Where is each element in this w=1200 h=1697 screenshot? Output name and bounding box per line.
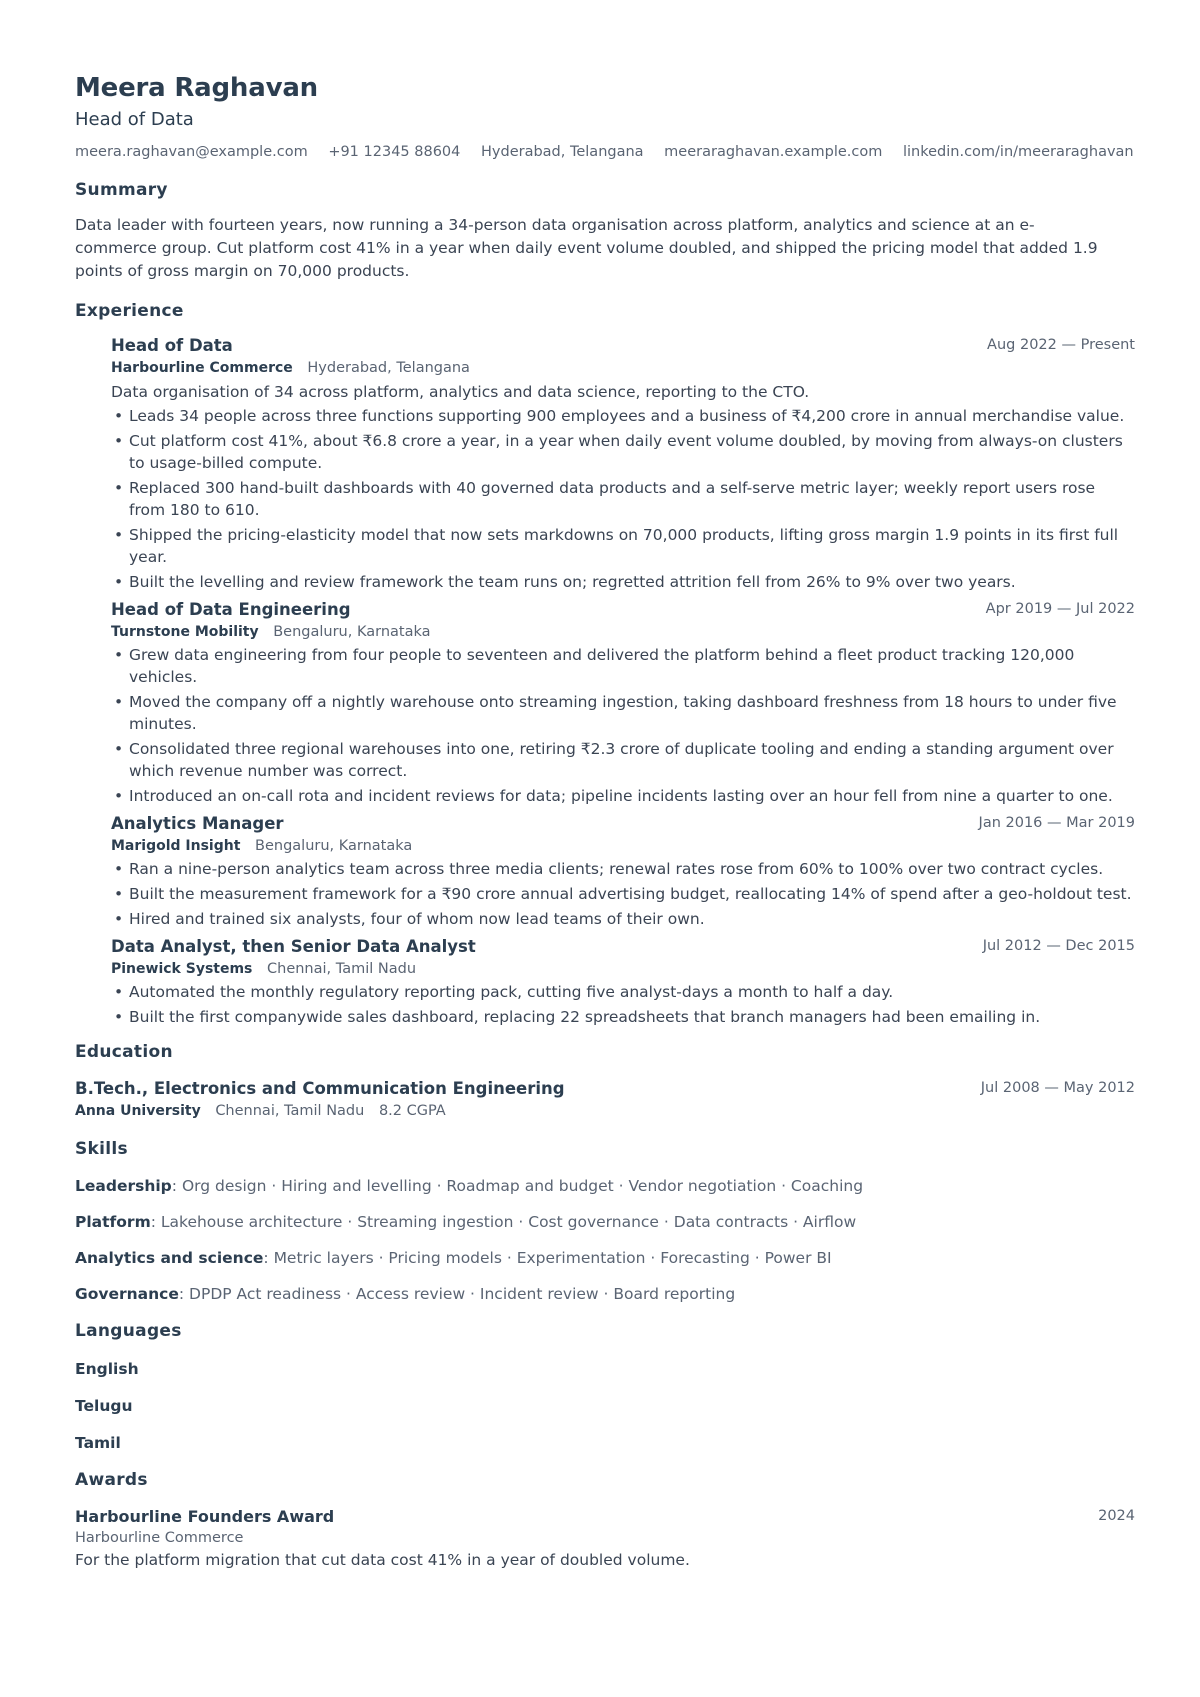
bullet-item: • Introduced an on-call rota and incident reviews for data; pipeline incidents lasting over an hour fell from nine a quarter to one. xyxy=(114,787,1113,805)
job-entry xyxy=(111,335,1135,593)
awards-heading: Awards xyxy=(75,1470,148,1490)
education-location: Chennai, Tamil Nadu xyxy=(215,1103,365,1119)
bullet-item: • Built the measurement framework for a ₹90 crore annual advertising budget, reallocating 14% of spend after a geo-holdout test. xyxy=(114,885,1132,903)
award-organisation: Harbourline Commerce xyxy=(75,1530,244,1546)
award-name: Harbourline Founders Award xyxy=(75,1507,335,1526)
skill-category: Leadership xyxy=(75,1177,172,1195)
job-dates: Aug 2022 — Present xyxy=(987,337,1135,353)
job-entry xyxy=(111,599,1135,807)
education-dates: Jul 2008 — May 2012 xyxy=(980,1080,1135,1096)
bullet-item: • Cut platform cost 41%, about ₹6.8 crore a year, in a year when daily event volume doubled, by moving from always-on clusters to usage-billed compute. xyxy=(114,432,1123,472)
bullet-item: • Grew data engineering from four people to seventeen and delivered the platform behind a fleet product tracking 120,000 vehicles. xyxy=(114,646,1075,686)
bullet-dot-icon: • xyxy=(114,885,124,903)
contact-website[interactable]: meeraraghavan.example.com xyxy=(664,144,883,160)
job-company: Turnstone Mobility xyxy=(111,624,259,640)
bullet-dot-icon: • xyxy=(114,646,124,664)
summary-text: Data leader with fourteen years, now running a 34-person data organisation across platform, analytics and science at an e-commerce group. Cut platform cost 41% in a year when daily event volume doubled, and shipped the pricing model that added 1.9 points of gross margin on 70,000 products. xyxy=(75,216,1098,280)
bullet-item: • Automated the monthly regulatory reporting pack, cutting five analyst-days a month to half a day. xyxy=(114,983,894,1001)
job-title: Head of Data Engineering xyxy=(111,600,351,619)
bullet-dot-icon: • xyxy=(114,693,124,711)
bullet-item: • Ran a nine-person analytics team across three media clients; renewal rates rose from 60% to 100% over two contract cycles. xyxy=(114,860,1104,878)
job-dates: Jul 2012 — Dec 2015 xyxy=(982,938,1135,954)
job-bullets xyxy=(111,858,1135,930)
bullet-item: • Hired and trained six analysts, four of whom now lead teams of their own. xyxy=(114,910,705,928)
bullet-item: • Leads 34 people across three functions supporting 900 employees and a business of ₹4,200 crore in annual merchandise value. xyxy=(114,407,1125,425)
skill-row: Leadership: Org design · Hiring and levelling · Roadmap and budget · Vendor negotiation · Coaching xyxy=(75,1177,864,1195)
contact-phone: +91 12345 88604 xyxy=(328,144,461,160)
job-company: Harbourline Commerce xyxy=(111,360,293,376)
job-dates: Jan 2016 — Mar 2019 xyxy=(978,815,1135,831)
job-entry xyxy=(111,813,1135,930)
skill-items: Metric layers · Pricing models · Experimentation · Forecasting · Power BI xyxy=(273,1249,832,1267)
bullet-dot-icon: • xyxy=(114,787,124,805)
skill-items: DPDP Act readiness · Access review · Incident review · Board reporting xyxy=(189,1285,736,1303)
job-bullets xyxy=(111,981,1135,1028)
language-item: English xyxy=(75,1360,139,1378)
award-description: For the platform migration that cut data cost 41% in a year of doubled volume. xyxy=(75,1551,690,1569)
skill-row: Platform: Lakehouse architecture · Streaming ingestion · Cost governance · Data contracts · Airflow xyxy=(75,1213,857,1231)
education-school: Anna University xyxy=(75,1103,201,1119)
language-item: Tamil xyxy=(75,1434,121,1452)
job-company: Pinewick Systems xyxy=(111,961,253,977)
skill-items: Org design · Hiring and levelling · Roadmap and budget · Vendor negotiation · Coaching xyxy=(181,1177,864,1195)
contact-location: Hyderabad, Telangana xyxy=(481,144,644,160)
experience-list xyxy=(111,335,1135,1028)
bullet-dot-icon: • xyxy=(114,432,124,450)
bullet-dot-icon: • xyxy=(114,910,124,928)
job-entry xyxy=(111,936,1135,1028)
job-location: Chennai, Tamil Nadu xyxy=(267,961,417,977)
job-bullets xyxy=(111,405,1135,593)
bullet-item: • Shipped the pricing-elasticity model that now sets markdowns on 70,000 products, lifting gross margin 1.9 points in its first full year. xyxy=(114,526,1119,566)
job-company: Marigold Insight xyxy=(111,838,241,854)
education-entry xyxy=(75,1078,1135,1121)
education-degree: B.Tech., Electronics and Communication Engineering xyxy=(75,1079,565,1098)
bullet-item: • Consolidated three regional warehouses into one, retiring ₹2.3 crore of duplicate tooling and ending a standing argument over which revenue number was correct. xyxy=(114,740,1114,780)
education-heading: Education xyxy=(75,1042,173,1062)
bullet-dot-icon: • xyxy=(114,983,124,1001)
job-title: Data Analyst, then Senior Data Analyst xyxy=(111,937,476,956)
bullet-dot-icon: • xyxy=(114,479,124,497)
job-dates: Apr 2019 — Jul 2022 xyxy=(985,601,1135,617)
education-grade: 8.2 CGPA xyxy=(378,1103,446,1119)
contact-email[interactable]: meera.raghavan@example.com xyxy=(75,144,308,160)
skills-heading: Skills xyxy=(75,1139,128,1159)
bullet-item: • Replaced 300 hand-built dashboards with 40 governed data products and a self-serve metric layer; weekly report users rose from 180 to 610. xyxy=(114,479,1096,519)
bullet-dot-icon: • xyxy=(114,860,124,878)
award-entry xyxy=(75,1506,1135,1571)
bullet-dot-icon: • xyxy=(114,573,124,591)
bullet-dot-icon: • xyxy=(114,407,124,425)
job-location: Bengaluru, Karnataka xyxy=(273,624,431,640)
resume-content xyxy=(75,70,1135,1571)
skill-row: Governance: DPDP Act readiness · Access review · Incident review · Board reporting xyxy=(75,1285,736,1303)
skill-category: Governance xyxy=(75,1285,179,1303)
skill-items: Lakehouse architecture · Streaming ingestion · Cost governance · Data contracts · Airflow xyxy=(160,1213,857,1231)
candidate-name: Meera Raghavan xyxy=(75,73,318,103)
experience-heading: Experience xyxy=(75,301,184,321)
contact-line xyxy=(75,142,1135,162)
job-location: Bengaluru, Karnataka xyxy=(255,838,413,854)
bullet-item: • Built the levelling and review framework the team runs on; regretted attrition fell from 26% to 9% over two years. xyxy=(114,573,1016,591)
job-title: Head of Data xyxy=(111,336,233,355)
skill-category: Analytics and science xyxy=(75,1249,264,1267)
award-year: 2024 xyxy=(1098,1508,1135,1524)
bullet-dot-icon: • xyxy=(114,526,124,544)
language-item: Telugu xyxy=(75,1397,133,1415)
job-bullets xyxy=(111,644,1135,807)
skill-row: Analytics and science: Metric layers · Pricing models · Experimentation · Forecasting · Power BI xyxy=(75,1249,832,1267)
job-description: Data organisation of 34 across platform, analytics and data science, reporting to the CTO. xyxy=(111,383,810,401)
bullet-item: • Built the first companywide sales dashboard, replacing 22 spreadsheets that branch managers had been emailing in. xyxy=(114,1008,1041,1026)
skill-category: Platform xyxy=(75,1213,151,1231)
candidate-role: Head of Data xyxy=(75,109,194,130)
job-title: Analytics Manager xyxy=(111,814,284,833)
bullet-item: • Moved the company off a nightly warehouse onto streaming ingestion, taking dashboard freshness from 18 hours to under five minutes. xyxy=(114,693,1117,733)
languages-heading: Languages xyxy=(75,1321,182,1341)
summary-heading: Summary xyxy=(75,180,168,200)
bullet-dot-icon: • xyxy=(114,1008,124,1026)
contact-linkedin[interactable]: linkedin.com/in/meeraraghavan xyxy=(902,144,1134,160)
bullet-dot-icon: • xyxy=(114,740,124,758)
job-location: Hyderabad, Telangana xyxy=(307,360,470,376)
